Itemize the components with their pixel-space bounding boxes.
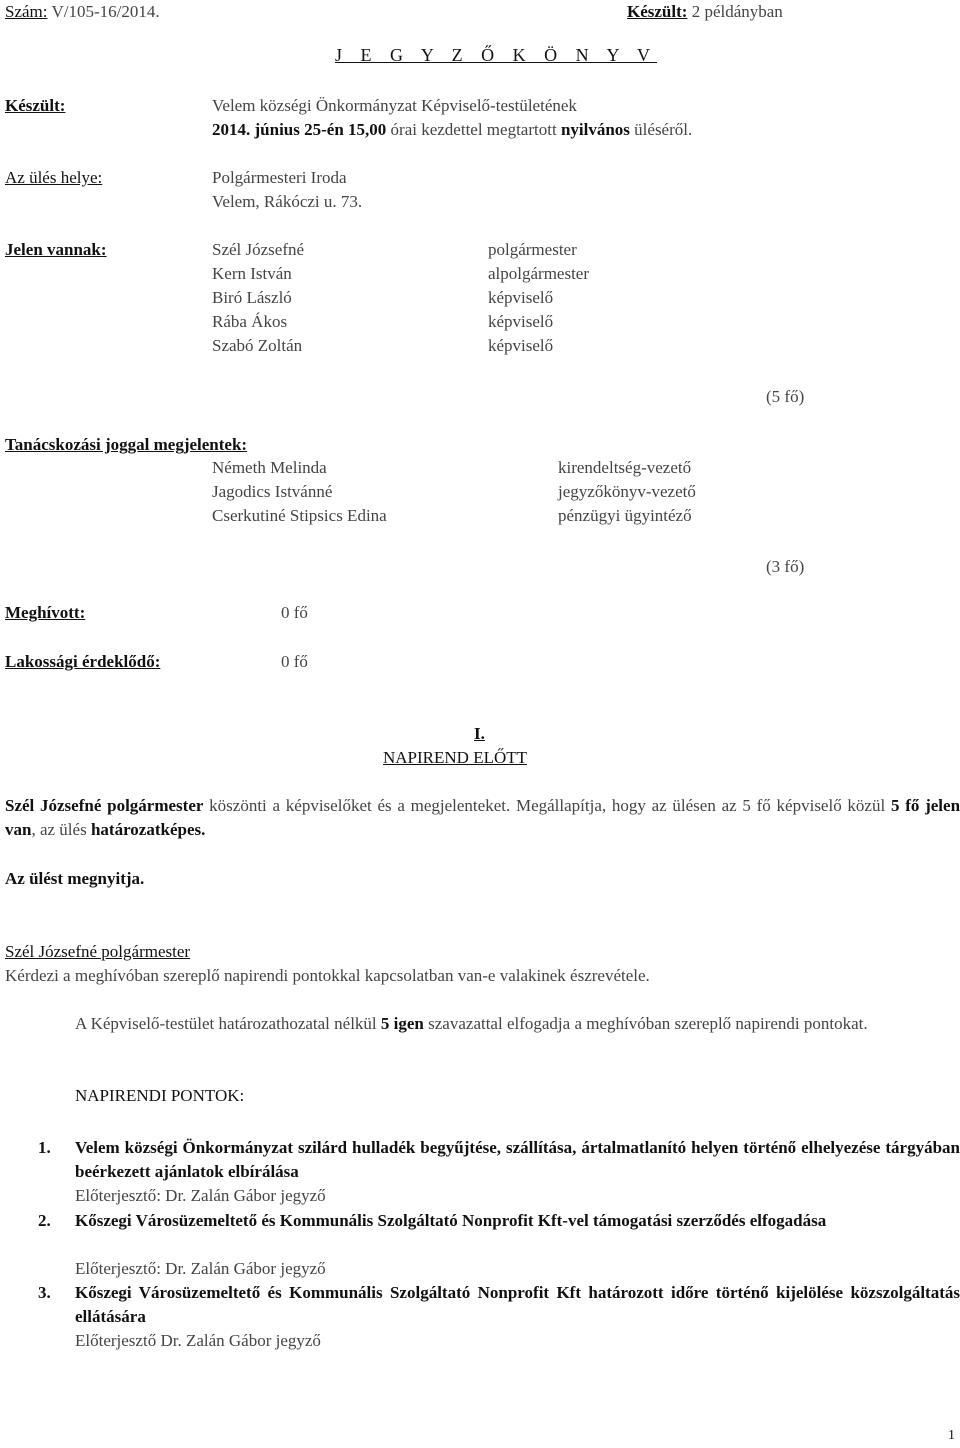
page-number: 1 [948,1428,955,1443]
opening-quorum: határozatképes. [90,820,206,839]
decision-text-2: szavazattal elfogadja a meghívóban szereplő napirendi pontokat. [423,1014,868,1033]
agenda-item-presenter: Előterjesztő Dr. Zalán Gábor jegyző [75,1331,321,1350]
agenda-item-number: 2. [38,1211,51,1230]
agenda-item-presenter: Előterjesztő: Dr. Zalán Gábor jegyző [75,1186,326,1205]
copies-value: 2 példányban [687,2,783,21]
copies-note [627,0,783,24]
advisory-label: Tanácskozási joggal megjelentek: [5,435,248,454]
public-label: Lakossági érdeklődő: [5,652,161,671]
speaker-text: Kérdezi a meghívóban szereplő napirendi pontokkal kapcsolatban van-e valakinek észrevétele. [5,966,650,985]
document-number-value: V/105-16/2014. [47,2,160,21]
advisory-name: Németh Melinda [212,458,327,477]
advisory-role: kirendeltség-vezető [558,458,692,477]
agenda-heading: NAPIRENDI PONTOK: [75,1086,245,1105]
present-label: Jelen vannak: [5,240,107,259]
present-count: (5 fő) [766,387,805,406]
present-name: Szabó Zoltán [212,336,303,355]
meeting-type: nyilvános [560,120,630,139]
prepared-line-2-end: üléséről. [629,120,693,139]
agenda-item-title: Velem községi Önkormányzat szilárd hulladék begyűjtése, szállítása, ártalmatlanító helyen történő elhelyezése tárgyában beérkezett ajánlatok elbírálása [75,1138,960,1181]
section-heading: NAPIREND ELŐTT [383,748,528,767]
agenda-item-presenter: Előterjesztő: Dr. Zalán Gábor jegyző [75,1259,326,1278]
advisory-count: (3 fő) [766,557,805,576]
present-role: képviselő [488,288,554,307]
present-role: polgármester [488,240,577,259]
invited-label: Meghívott: [5,603,86,622]
advisory-name: Cserkutiné Stipsics Edina [212,506,387,525]
opening-statement: Az ülést megnyitja. [5,869,145,888]
agenda-item-title: Kőszegi Városüzemeltető és Kommunális Szolgáltató Nonprofit Kft határozott időre történő kijelölése közszolgáltatás ellátására [75,1283,960,1326]
advisory-role: pénzügyi ügyintéző [558,506,692,525]
decision-votes: 5 igen [380,1014,424,1033]
prepared-line-2-mid: órai kezdettel megtartott [386,120,561,139]
present-role: képviselő [488,312,554,331]
location-line-2: Velem, Rákóczi u. 73. [212,192,363,211]
invited-value: 0 fő [281,603,308,622]
present-name: Kern István [212,264,292,283]
prepared-line-2 [212,118,692,142]
prepared-label: Készült: [5,96,66,115]
agenda-item-title: Kőszegi Városüzemeltető és Kommunális Szolgáltató Nonprofit Kft-vel támogatási szerződés elfogadása [75,1211,827,1230]
present-name: Szél Józsefné [212,240,305,259]
agenda-item-number: 1. [38,1138,51,1157]
present-role: képviselő [488,336,554,355]
public-value: 0 fő [281,652,308,671]
prepared-line-1: Velem községi Önkormányzat Képviselő-testületének [212,96,577,115]
location-line-1: Polgármesteri Iroda [212,168,347,187]
opening-text-2: , az ülés [31,820,91,839]
agenda-item-number: 3. [38,1283,51,1302]
copies-label: Készült: [627,2,688,21]
present-name: Rába Ákos [212,312,288,331]
present-name: Biró László [212,288,292,307]
section-numeral: I. [474,724,485,743]
decision-text-1: A Képviselő-testület határozathozatal nélkül [75,1014,381,1033]
document-title: J E G Y Z Ő K Ö N Y V [335,45,657,65]
opening-text-1: köszönti a képviselőket és a megjelenteket. Megállapítja, hogy az ülésen az 5 fő képviselő közül [203,796,891,815]
advisory-role: jegyzőkönyv-vezető [558,482,696,501]
meeting-date: 2014. június 25-én 15,00 [212,120,387,139]
opening-present: 5 fő jelen van [5,796,960,839]
present-role: alpolgármester [488,264,590,283]
advisory-name: Jagodics Istvánné [212,482,333,501]
document-number-label: Szám: [5,2,48,21]
speaker-name: Szél Józsefné polgármester [5,942,191,961]
opening-paragraph [5,794,960,842]
location-label: Az ülés helye: [5,168,103,187]
decision-paragraph [75,1012,960,1036]
opening-speaker: Szél Józsefné polgármester [5,796,204,815]
document-number [5,0,160,24]
